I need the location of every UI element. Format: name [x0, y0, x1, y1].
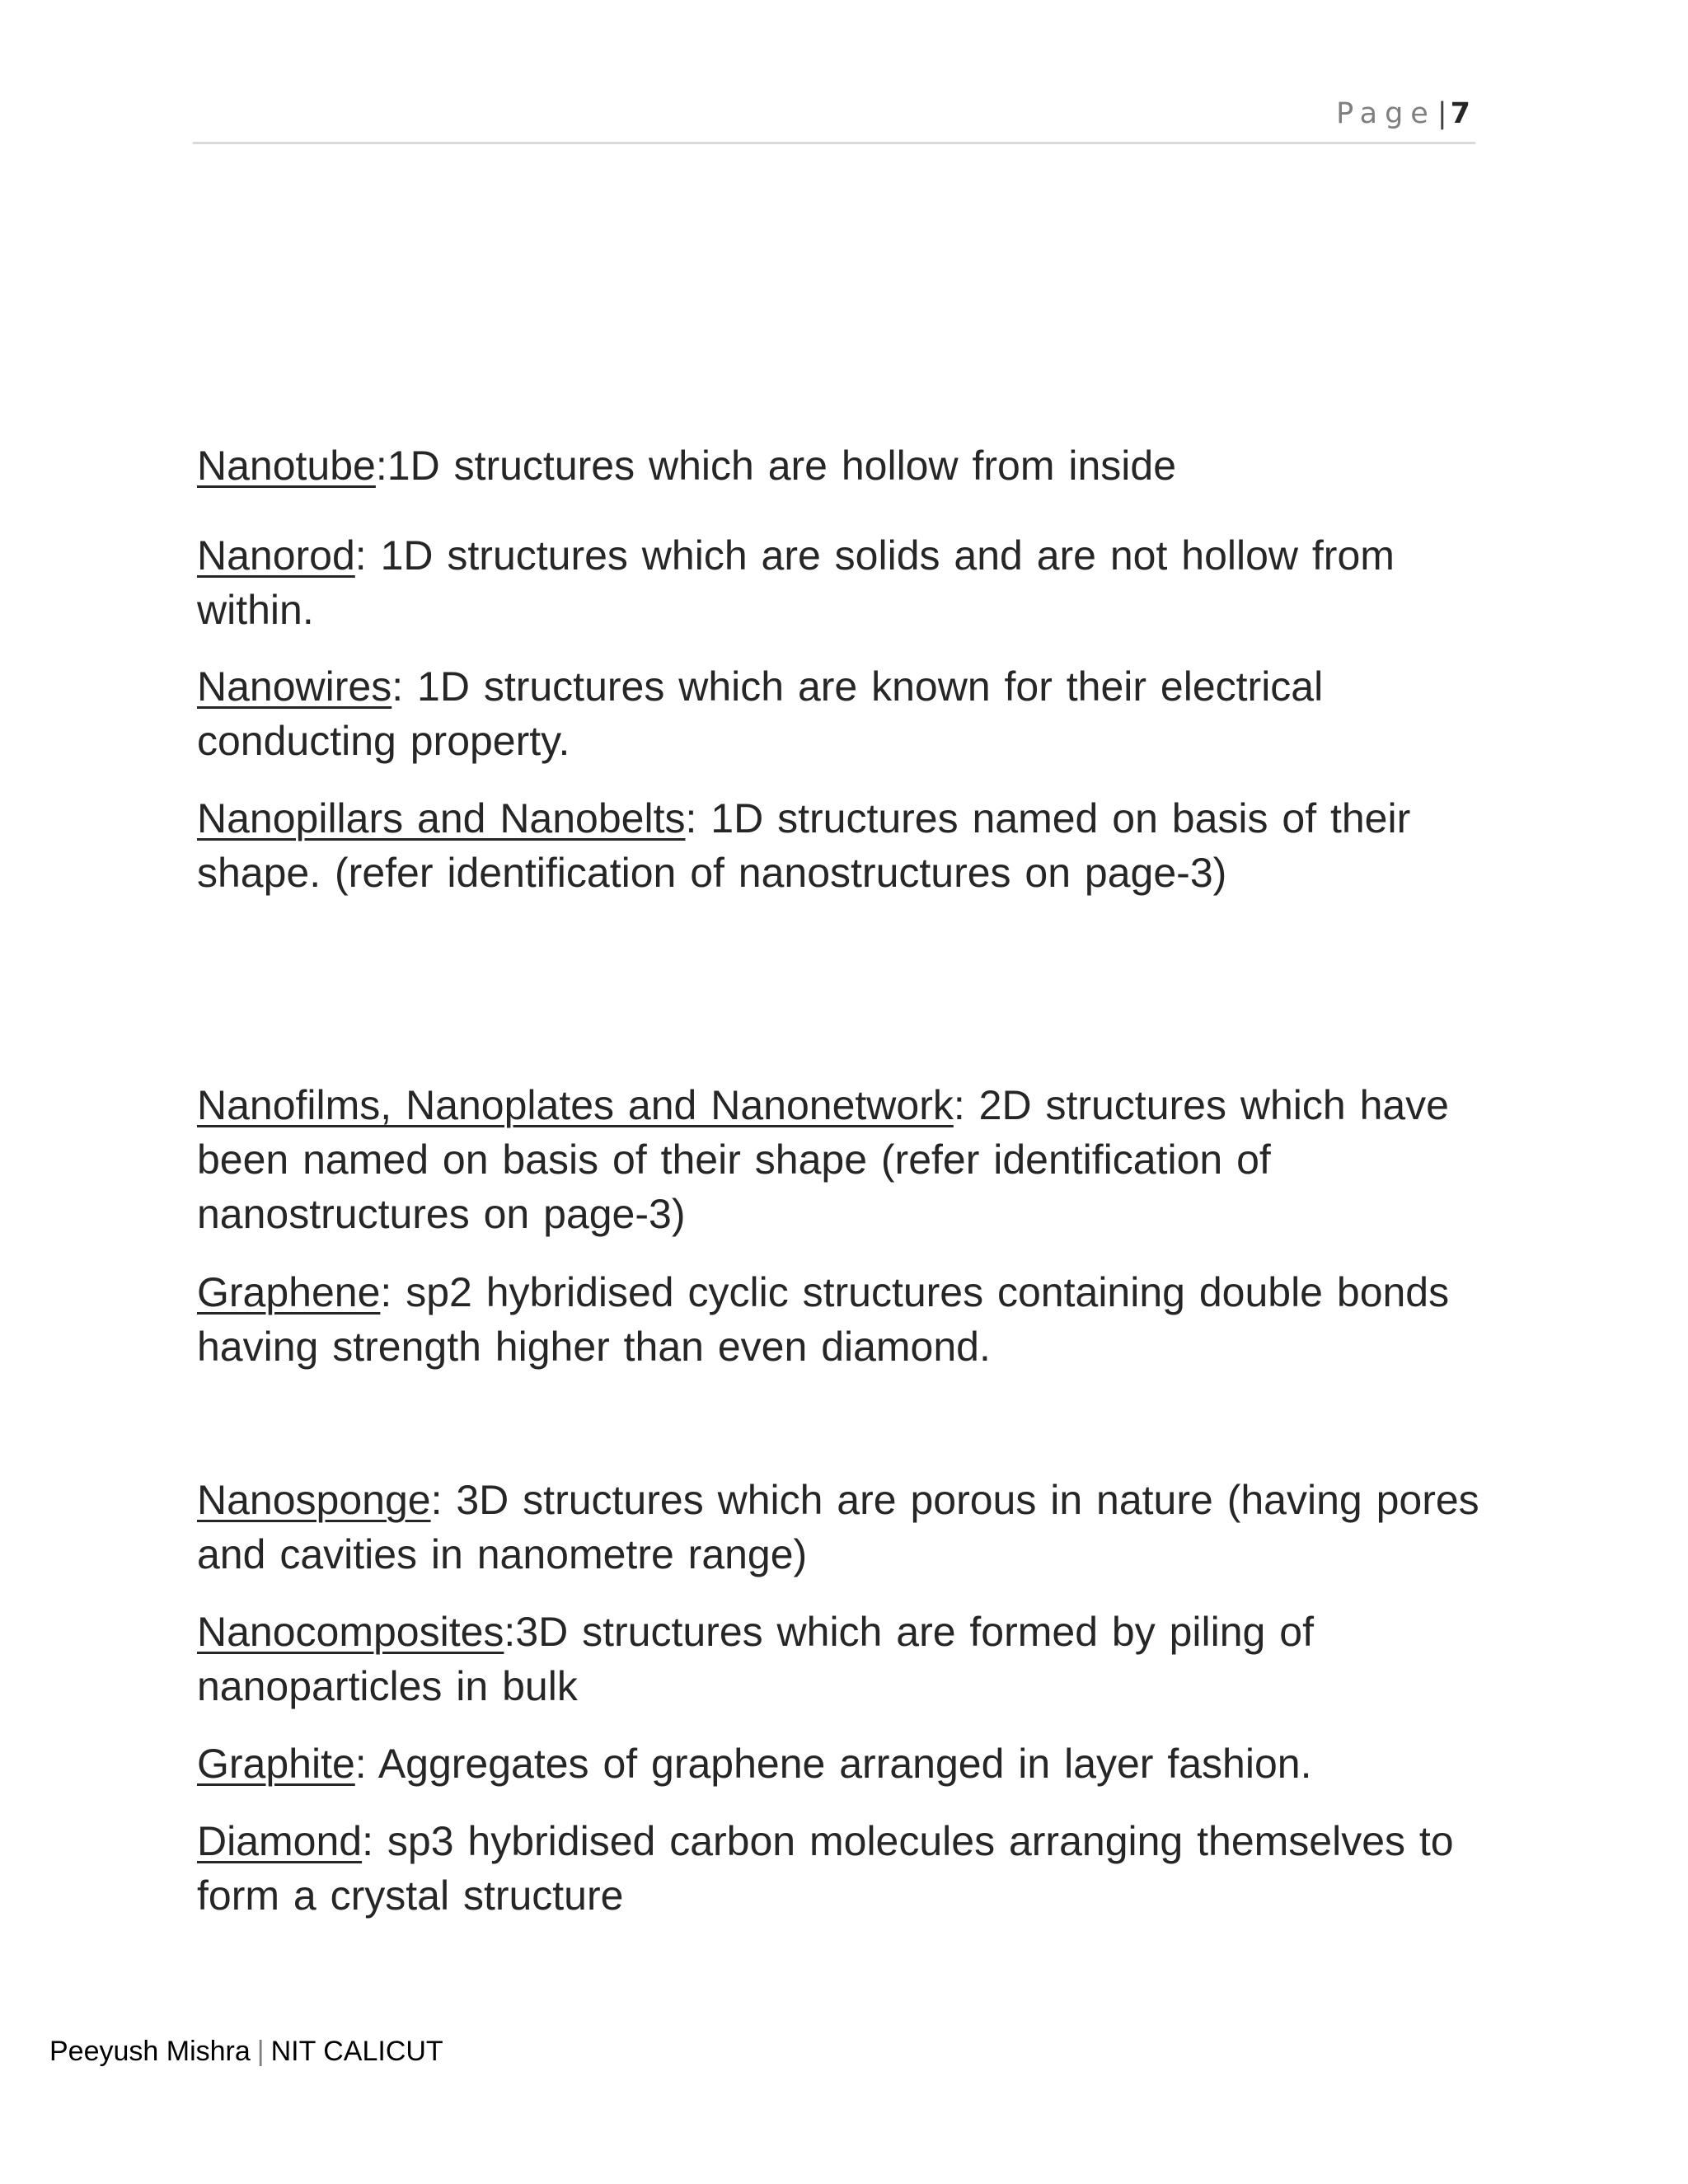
term: Nanorod	[197, 532, 355, 579]
definition-nanowires	[197, 659, 1499, 768]
definition-text: 1D structures which are known for their electrical conducting property.	[197, 663, 1324, 764]
definition-nanofilms-nanoplates-nanonetwork	[197, 1078, 1499, 1241]
definition-diamond	[197, 1814, 1499, 1923]
definition-text: 1D structures which are hollow from inside	[387, 443, 1177, 489]
term: Nanowires	[197, 663, 392, 710]
term-separator: :	[375, 443, 387, 489]
definition-nanosponge	[197, 1473, 1499, 1582]
term-separator: :	[685, 795, 697, 841]
page-word: Page	[1336, 97, 1436, 130]
page-footer	[49, 2036, 443, 2068]
definition-nanopillars-nanobelts	[197, 791, 1499, 900]
definition-text: 1D structures which are solids and are not hollow from within.	[197, 532, 1395, 633]
definition-graphite	[197, 1736, 1499, 1791]
term: Diamond	[197, 1818, 363, 1864]
term: Nanopillars and Nanobelts	[197, 795, 686, 841]
term-separator: :	[953, 1082, 965, 1128]
definition-nanotube	[197, 438, 1499, 493]
definition-nanocomposites	[197, 1605, 1499, 1713]
term: Nanofilms, Nanoplates and Nanonetwork	[197, 1082, 954, 1128]
term-separator: :	[354, 532, 367, 579]
page-header	[193, 96, 1475, 144]
definition-graphene	[197, 1265, 1499, 1374]
term: Nanotube	[197, 443, 376, 489]
definition-text: 3D structures which are porous in nature (having pores and cavities in nanometre range)	[197, 1477, 1479, 1577]
term-separator: :	[430, 1477, 443, 1523]
definition-nanorod	[197, 528, 1499, 637]
term: Nanocomposites	[197, 1609, 504, 1655]
definition-text: 3D structures which are formed by piling of nanoparticles in bulk	[197, 1609, 1314, 1709]
term-separator: :	[504, 1609, 516, 1655]
term-separator: :	[392, 663, 404, 710]
page-separator: |	[1437, 97, 1447, 130]
term-separator: :	[362, 1818, 374, 1864]
term: Nanosponge	[197, 1477, 431, 1523]
definition-text: 2D structures which have been named on basis of their shape (refer identification of nanostructures on page-3)	[197, 1082, 1449, 1237]
term-separator: :	[354, 1741, 367, 1787]
page-number: 7	[1450, 97, 1470, 130]
footer-institution: NIT CALICUT	[270, 2036, 443, 2067]
definition-text: sp2 hybridised cyclic structures containing double bonds having strength higher than even diamond.	[197, 1269, 1450, 1370]
term-separator: :	[380, 1269, 392, 1315]
definition-text: Aggregates of graphene arranged in layer fashion.	[366, 1741, 1312, 1787]
footer-separator: |	[256, 2036, 265, 2067]
term: Graphite	[197, 1741, 355, 1787]
page-number-label	[1336, 97, 1470, 130]
term: Graphene	[197, 1269, 381, 1315]
definition-text: sp3 hybridised carbon molecules arranging themselves to form a crystal structure	[197, 1818, 1454, 1919]
definition-text: 1D structures named on basis of their shape. (refer identification of nanostructures on page-3)	[197, 795, 1411, 896]
footer-author: Peeyush Mishra	[49, 2036, 251, 2067]
